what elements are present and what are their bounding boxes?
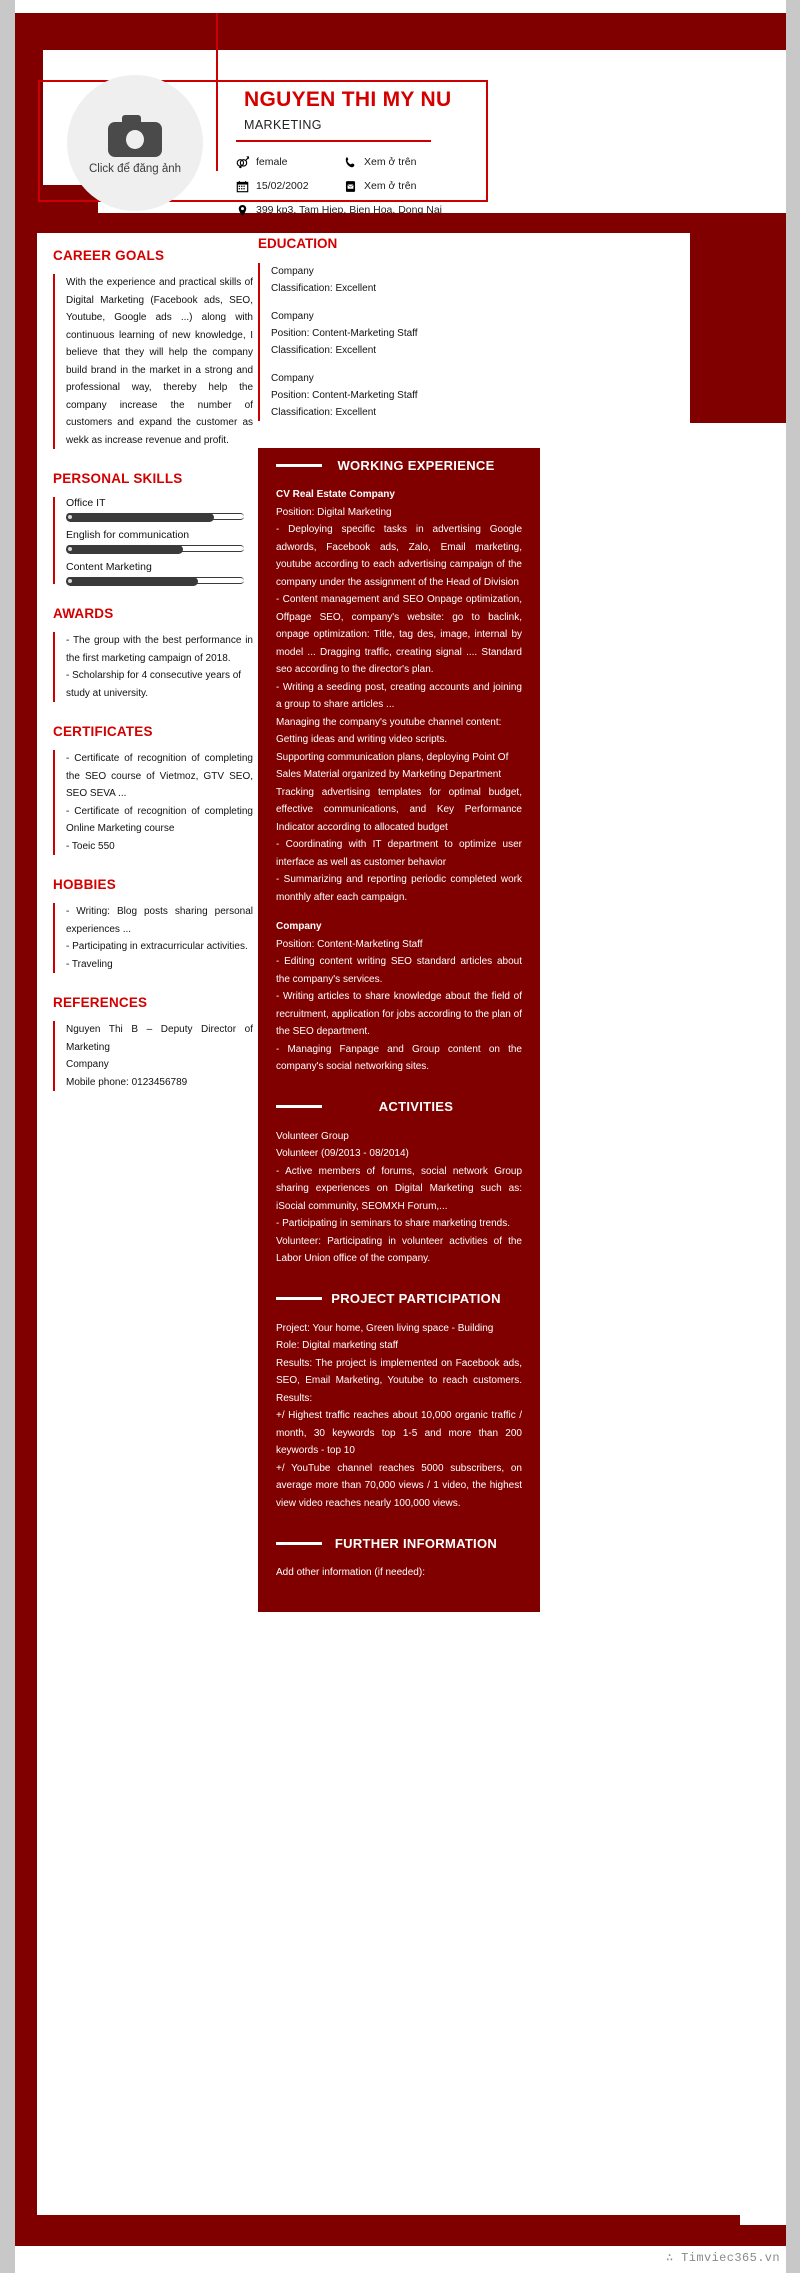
references-line: Mobile phone: 0123456789 [66,1076,188,1088]
experience-line: - Writing articles to share knowledge about the field of recruitment, application for jobs according to the plan of the SEO department. [276,991,522,1037]
skill-track[interactable] [66,513,244,520]
section-further-information [258,1526,540,1612]
education-item [271,263,540,297]
hobbies-line: - Writing: Blog posts sharing personal experiences ... [66,906,253,935]
right-column [258,236,540,1612]
references-line: Company [66,1059,109,1070]
gender-icon [236,155,256,169]
references-line: Nguyen Thi B – Deputy Director of Marketing [66,1024,253,1053]
experience-company: CV Real Estate Company [276,489,395,500]
page-margin-left [0,0,15,2273]
references-body [53,1021,253,1091]
skill-label: English for communication [66,529,190,541]
education-line: Classification: Excellent [271,283,377,294]
experience-line: - Writing a seeding post, creating accounts and joining a group to share articles ... [276,681,522,710]
contact-grid [236,150,486,222]
certificates-line: - Certificate of recognition of completing the SEO course of Vietmoz, GTV SEO, SEO SEVA ... [66,753,253,799]
page-title: NGUYEN THI MY NU [244,88,452,111]
activities-body [258,1124,540,1272]
experience-line: Tracking advertising templates for optimal budget, effective communications, and Key Performance Indicator according to allocated budget [276,786,522,833]
skill-fill [66,577,198,586]
experience-line: - Content management and SEO Onpage optimization, Offpage SEO, company's website: go to baclink, onpage optimization: Title, tag des, image, internal by model ... Dragging traffic, creating signal .... Standard seo according to the director's plan. [276,594,522,675]
experience-line: - Editing content writing SEO standard articles about the company's services. [276,956,522,985]
certificates-title: CERTIFICATES [53,724,153,739]
career-goals-body [53,274,253,449]
career-goals-title: CAREER GOALS [53,248,165,263]
education-line: Company [271,373,314,384]
avatar-upload[interactable] [67,75,203,211]
awards-body [53,632,253,702]
education-title: EDUCATION [258,236,338,251]
project-line: Role: Digital marketing staff [276,1340,399,1351]
project-line: Results: The project is implemented on Facebook ads, SEO, Email Marketing, Youtube to reach customers. Results: [276,1357,522,1404]
education-line: Classification: Excellent [271,407,377,418]
experience-line: - Summarizing and reporting periodic completed work monthly after each campaign. [276,874,522,903]
education-line: Position: Content-Marketing Staff [271,328,418,339]
section-personal-skills [53,471,253,584]
personal-skills-title: PERSONAL SKILLS [53,471,183,486]
activities-line: - Participating in seminars to share marketing trends. [276,1218,510,1229]
contact-address-text: 399 kp3, Tam Hiep, Bien Hoa, Dong Nai [256,204,442,216]
project-participation-body [258,1316,540,1517]
experience-line: Supporting communication plans, deploying Point Of Sales Material organized by Marketing Department [276,751,509,780]
education-item [271,370,540,421]
section-career-goals [53,248,253,449]
header-underline [236,140,431,142]
working-experience-header [258,448,540,482]
skill-item [66,561,253,584]
contact-phone-text: Xem ở trên [364,156,417,168]
footer-maroon-band [15,2215,786,2246]
contact-row [236,174,486,198]
certificates-body [53,750,253,855]
further-information-title: FURTHER INFORMATION [334,1535,498,1551]
footer-notch [740,2215,786,2225]
working-experience-body [258,482,540,1080]
watermark: ∴ Timviec365.vn [665,2251,780,2265]
calendar-icon [236,180,256,193]
experience-company: Company [276,921,322,932]
section-working-experience [258,448,540,1090]
further-information-header [258,1526,540,1560]
contact-birthdate [236,180,344,193]
certificates-line: - Certificate of recognition of completing Online Marketing course [66,805,253,834]
header-role: MARKETING [244,118,322,132]
section-awards [53,606,253,702]
activities-line: - Active members of forums, social network Group sharing experiences on Digital Marketing such as: iSocial community, SEOMXH Forum,... [276,1165,522,1212]
project-participation-header [258,1282,540,1316]
page-top-margin [0,0,800,13]
awards-line: - The group with the best performance in the first marketing campaign of 2018. [66,635,253,664]
activities-line: Volunteer: Participating in volunteer activities of the Labor Union office of the company. [276,1235,522,1264]
camera-icon [108,115,162,157]
skill-label: Office IT [66,497,106,509]
skill-item [66,497,253,520]
references-title: REFERENCES [53,995,148,1010]
education-line: Classification: Excellent [271,345,377,356]
header-dash [276,464,322,467]
further-information-body [258,1560,540,1586]
contact-gender [236,155,344,169]
header-outline-box-right [486,80,488,202]
section-activities [258,1090,540,1282]
activities-header [258,1090,540,1124]
education-line: Company [271,266,314,277]
career-goals-text: With the experience and practical skills of Digital Marketing (Facebook ads, SEO, Youtube, Google ads ...) along with continuous learning of new knowledge, I believe that they will help the company build brand in the market in a strong and professional way, thereby help the company increase the number of customers and expand the customer as wekk as increase revenue and profit. [66,277,253,446]
experience-line: - Deploying specific tasks in advertising Google adwords, Facebook ads, Zalo, Email marketing, youtube according to each advertising campaign of the company under the assignment of the Head of Division [276,524,522,588]
awards-line: - Scholarship for 4 consecutive years of study at university. [66,670,242,699]
header-dash [276,1297,322,1300]
section-education [258,236,540,448]
awards-title: AWARDS [53,606,114,621]
email-icon [344,180,364,193]
education-item [271,308,540,359]
contact-gender-text: female [256,156,288,168]
location-icon [236,204,256,217]
section-project-participation [258,1282,540,1527]
skill-fill [66,513,214,522]
section-references [53,995,253,1091]
experience-line: Position: Digital Marketing [276,506,392,518]
hobbies-line: - Participating in extracurricular activities. [66,941,248,952]
experience-line: Managing the company's youtube channel content: Getting ideas and writing video scripts. [276,716,502,745]
project-line: Project: Your home, Green living space - Building [276,1322,494,1334]
project-line: +/ YouTube channel reaches 5000 subscribers, on average more than 70,000 views / 1 video, the highest view video reaches nearly 100,000 views. [276,1462,522,1509]
education-line: Company [271,311,314,322]
activities-line: Volunteer (09/2013 - 08/2014) [276,1148,409,1159]
contact-phone [344,156,416,169]
skill-track[interactable] [66,577,244,584]
hobbies-title: HOBBIES [53,877,116,892]
experience-line: - Coordinating with IT department to optimize user interface as well as customer behavior [276,839,522,868]
section-hobbies [53,877,253,973]
header-dash [276,1105,322,1108]
certificates-line: - Toeic 550 [66,840,115,852]
contact-email [344,180,416,193]
left-column [53,248,253,1113]
project-participation-title: PROJECT PARTICIPATION [331,1291,501,1306]
hobbies-body [53,903,253,973]
avatar-caption: Click để đăng ảnh [88,163,182,175]
contact-row [236,150,486,174]
personal-skills-body [53,497,253,584]
education-line: Position: Content-Marketing Staff [271,390,418,401]
header-dash [276,1542,322,1545]
phone-icon [344,156,364,169]
activities-title: ACTIVITIES [378,1099,454,1114]
contact-address [236,204,442,217]
activities-line: Volunteer Group [276,1130,349,1142]
page-margin-right [786,0,800,2273]
working-experience-title: WORKING EXPERIENCE [337,457,495,473]
skill-label: Content Marketing [66,561,152,573]
project-line: +/ Highest traffic reaches about 10,000 organic traffic / month, 30 keywords top 1-5 and more than 200 keywords - top 10 [276,1410,522,1456]
education-body [258,263,540,421]
experience-line: - Managing Fanpage and Group content on the company's social networking sites. [276,1043,522,1072]
hobbies-line: - Traveling [66,958,113,970]
contact-row [236,198,486,222]
left-maroon-rail [15,233,37,2215]
contact-birthdate-text: 15/02/2002 [256,180,309,192]
further-information-line: Add other information (if needed): [276,1567,425,1578]
left-rail-white-gap [37,233,43,2215]
experience-line: Position: Content-Marketing Staff [276,938,423,950]
section-certificates [53,724,253,855]
contact-email-text: Xem ở trên [364,180,417,192]
skill-fill [66,545,183,554]
skill-track[interactable] [66,545,244,552]
skill-item [66,529,253,552]
